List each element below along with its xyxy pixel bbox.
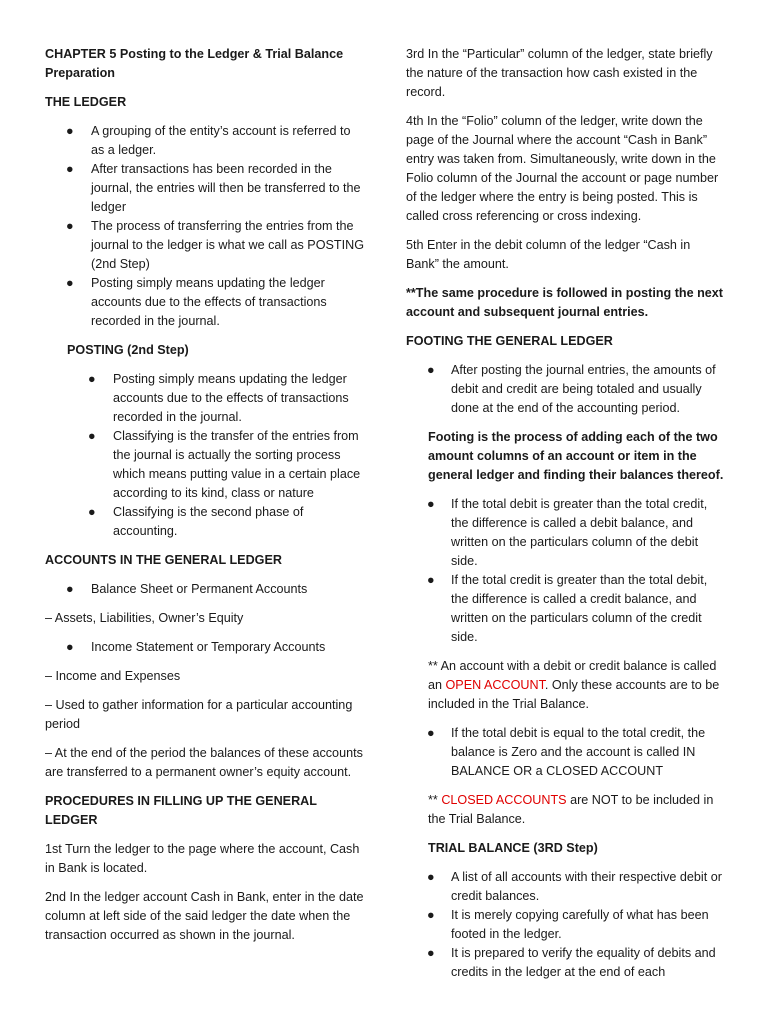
- closed-account-term: CLOSED ACCOUNTS: [441, 793, 567, 807]
- bullet-icon: ●: [427, 946, 435, 960]
- bullet-icon: ●: [88, 505, 96, 519]
- bullet-icon: ●: [427, 870, 435, 884]
- bullet-icon: ●: [66, 640, 74, 654]
- equal-list: [406, 724, 726, 781]
- posting-list: [45, 370, 365, 541]
- trial-balance-heading: TRIAL BALANCE (3RD Step): [428, 841, 598, 855]
- accounts-line: – At the end of the period the balances of these accounts are transferred to a permanent owner’s equity account.: [45, 746, 363, 779]
- left-column: [45, 45, 365, 955]
- bullet-icon: ●: [427, 908, 435, 922]
- chapter-title: CHAPTER 5 Posting to the Ledger & Trial Balance Preparation: [45, 47, 344, 80]
- open-account-note: ** An account with a debit or credit balance is called an OPEN ACCOUNT. Only these accounts are to be included in the Trial Balance.: [428, 659, 720, 711]
- bullet-icon: ●: [427, 726, 435, 740]
- footing-definition: Footing is the process of adding each of the two amount columns of an account or item in the general ledger and finding their balances thereof.: [428, 430, 724, 482]
- list-item: ● Posting simply means updating the ledger accounts due to the effects of transactions recorded in the journal.: [66, 276, 327, 328]
- bullet-icon: ●: [88, 429, 96, 443]
- procedures-heading: PROCEDURES IN FILLING UP THE GENERAL LEDGER: [45, 794, 317, 827]
- list-item: ● After transactions has been recorded in the journal, the entries will then be transferred to the ledger: [66, 162, 361, 214]
- list-item: ● A list of all accounts with their respective debit or credit balances.: [427, 870, 722, 903]
- bullet-icon: ●: [66, 582, 74, 596]
- procedure-step: 5th Enter in the debit column of the ledger “Cash in Bank” the amount.: [406, 238, 691, 271]
- accounts-list-2: [45, 638, 365, 657]
- footing-list: [406, 361, 726, 418]
- procedure-step: 4th In the “Folio” column of the ledger, write down the page of the Journal where the account “Cash in Bank” entry was taken from. Simultaneously, write down in the Folio column of the Journal the account or page number of the ledger where the entry is being posted. This is called cross referencing or cross indexing.: [406, 114, 719, 223]
- bullet-icon: ●: [427, 573, 435, 587]
- accounts-line: – Income and Expenses: [45, 669, 181, 683]
- list-item: ● If the total debit is greater than the total credit, the difference is called a debit balance, and written on the particulars column of the debit side.: [427, 497, 708, 568]
- list-item: ● The process of transferring the entries from the journal to the ledger is what we call as POSTING (2nd Step): [66, 219, 364, 271]
- procedure-step: 2nd In the ledger account Cash in Bank, enter in the date column at left side of the said ledger the date when the transaction occurred as shown in the journal.: [45, 890, 364, 942]
- list-item: ● Classifying is the second phase of accounting.: [88, 505, 304, 538]
- footing-heading: FOOTING THE GENERAL LEDGER: [406, 334, 613, 348]
- right-column: [406, 45, 726, 992]
- list-item: ● Balance Sheet or Permanent Accounts: [45, 580, 365, 599]
- bullet-icon: ●: [66, 162, 74, 176]
- accounts-line: – Assets, Liabilities, Owner’s Equity: [45, 611, 244, 625]
- bullet-icon: ●: [66, 276, 74, 290]
- trial-list: [406, 868, 726, 982]
- list-item: ● It is merely copying carefully of what has been footed in the ledger.: [427, 908, 709, 941]
- list-item: ● Classifying is the transfer of the entries from the journal is actually the sorting process which means putting value in a certain place according to its kind, class or nature: [88, 429, 361, 500]
- list-item: ● After posting the journal entries, the amounts of debit and credit are being totaled and usually done at the end of the accounting period.: [427, 363, 716, 415]
- balance-list: [406, 495, 726, 647]
- list-item: ● Income Statement or Temporary Accounts: [45, 638, 365, 657]
- accounts-line: – Used to gather information for a particular accounting period: [45, 698, 353, 731]
- list-item: ● If the total debit is equal to the total credit, the balance is Zero and the account is called IN BALANCE OR a CLOSED ACCOUNT: [427, 726, 706, 778]
- same-procedure-note: **The same procedure is followed in posting the next account and subsequent journal entries.: [406, 286, 723, 319]
- posting-heading: POSTING (2nd Step): [67, 343, 189, 357]
- bullet-icon: ●: [66, 124, 74, 138]
- procedure-step: 1st Turn the ledger to the page where the account, Cash in Bank is located.: [45, 842, 360, 875]
- ledger-heading: THE LEDGER: [45, 95, 127, 109]
- open-account-term: OPEN ACCOUNT: [445, 678, 545, 692]
- bullet-icon: ●: [66, 219, 74, 233]
- procedure-step: 3rd In the “Particular” column of the ledger, state briefly the nature of the transaction how cash existed in the record.: [406, 47, 713, 99]
- list-item: ● A grouping of the entity’s account is referred to as a ledger.: [66, 124, 351, 157]
- list-item: ● It is prepared to verify the equality of debits and credits in the ledger at the end of each: [427, 946, 716, 979]
- accounts-heading: ACCOUNTS IN THE GENERAL LEDGER: [45, 553, 282, 567]
- bullet-icon: ●: [427, 363, 435, 377]
- list-item: ● Posting simply means updating the ledger accounts due to the effects of transactions recorded in the journal.: [88, 372, 349, 424]
- ledger-list: [45, 122, 365, 331]
- closed-account-note: ** CLOSED ACCOUNTS are NOT to be included in the Trial Balance.: [428, 793, 714, 826]
- bullet-icon: ●: [88, 372, 96, 386]
- bullet-icon: ●: [427, 497, 435, 511]
- accounts-list-1: [45, 580, 365, 599]
- list-item: ● If the total credit is greater than the total debit, the difference is called a credit balance, and written on the particulars column of the credit side.: [427, 573, 708, 644]
